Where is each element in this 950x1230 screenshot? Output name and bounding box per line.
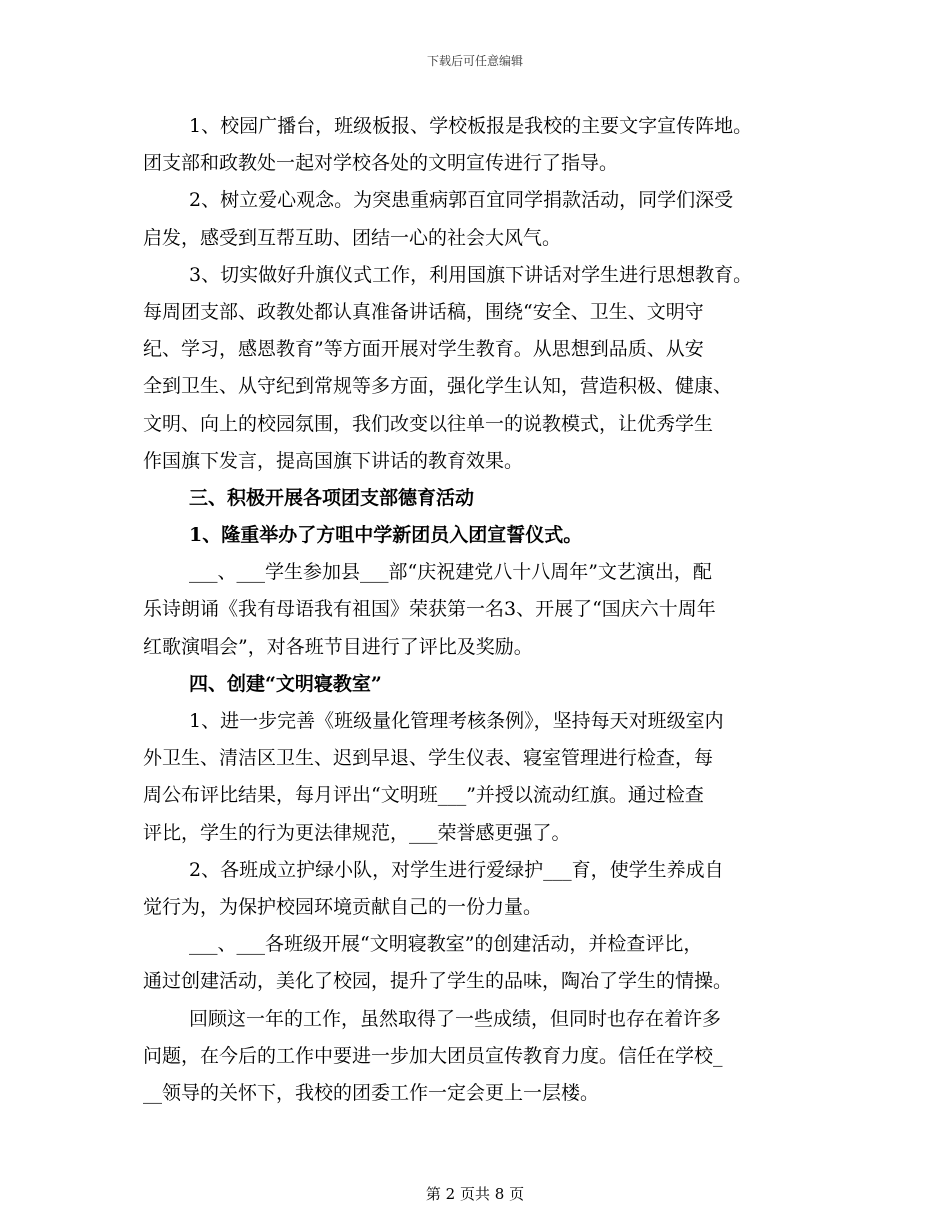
text-line: 问题，在今后的工作中要进一步加大团员宣传教育力度。信任在学校_ [143, 1044, 723, 1067]
text-line: 外卫生、清洁区卫生、迟到早退、学生仪表、寝室管理进行检查，每 [143, 747, 714, 770]
section-heading: 1、隆重举办了方咀中学新团员入团宣誓仪式。 [189, 524, 583, 547]
text-line: 纪、学习，感恩教育”等方面开展对学生教育。从思想到品质、从安 [143, 338, 704, 361]
section-heading: 三、积极开展各项团支部德育活动 [189, 486, 475, 509]
text-line: 启发，感受到互帮互助、团结一心的社会大风气。 [143, 226, 562, 249]
text-line: 周公布评比结果，每月评出“文明班___”并授以流动红旗。通过检查 [143, 784, 704, 807]
text-line: 评比，学生的行为更法律规范，___荣誉感更强了。 [143, 821, 571, 844]
text-line: ___、___各班级开展“文明寝教室”的创建活动，并检查评比， [189, 933, 703, 956]
page-header: 下载后可任意编辑 [426, 54, 523, 68]
document-body [143, 108, 813, 1112]
text-line: 全到卫生、从守纪到常规等多方面，强化学生认知，营造积极、健康、 [143, 375, 733, 398]
text-line: 通过创建活动，美化了校园，提升了学生的品味，陶冶了学生的情操。 [143, 970, 733, 993]
section-heading: 四、创建“文明寝教室” [189, 672, 382, 695]
text-line: 作国旗下发言，提高国旗下讲话的教育效果。 [143, 449, 524, 472]
text-line: 团支部和政教处一起对学校各处的文明宣传进行了指导。 [143, 152, 619, 175]
text-line: 文明、向上的校园氛围，我们改变以往单一的说教模式，让优秀学生 [143, 412, 714, 435]
text-line: 乐诗朗诵《我有母语我有祖国》荣获第一名3、开展了“国庆六十周年 [143, 598, 716, 621]
text-line: 每周团支部、政教处都认真准备讲话稿，围绕“安全、卫生、文明守 [143, 300, 704, 323]
text-line: 2、树立爱心观念。为突患重病郭百宜同学捐款活动，同学们深受 [189, 189, 734, 212]
text-line: 3、切实做好升旗仪式工作，利用国旗下讲话对学生进行思想教育。 [189, 263, 753, 286]
text-line: 2、各班成立护绿小队，对学生进行爱绿护___育，使学生养成自 [189, 858, 724, 881]
text-line: 1、进一步完善《班级量化管理考核条例》，坚持每天对班级室内 [189, 710, 724, 732]
text-line: 1、校园广播台，班级板报、学校板报是我校的主要文字宣传阵地。 [189, 115, 753, 137]
text-line: ___、___学生参加县___部“庆祝建党八十八周年”文艺演出，配 [189, 561, 712, 584]
text-line: 回顾这一年的工作，虽然取得了一些成绩，但同时也存在着许多 [189, 1007, 722, 1030]
text-line: __领导的关怀下，我校的团委工作一定会更上一层楼。 [143, 1081, 600, 1104]
text-line: 红歌演唱会”，对各班节目进行了评比及奖励。 [143, 635, 533, 658]
page-footer: 第 2 页共 8 页 [425, 1185, 525, 1203]
text-line: 觉行为，为保护校园环境贡献自己的一份力量。 [143, 895, 543, 918]
